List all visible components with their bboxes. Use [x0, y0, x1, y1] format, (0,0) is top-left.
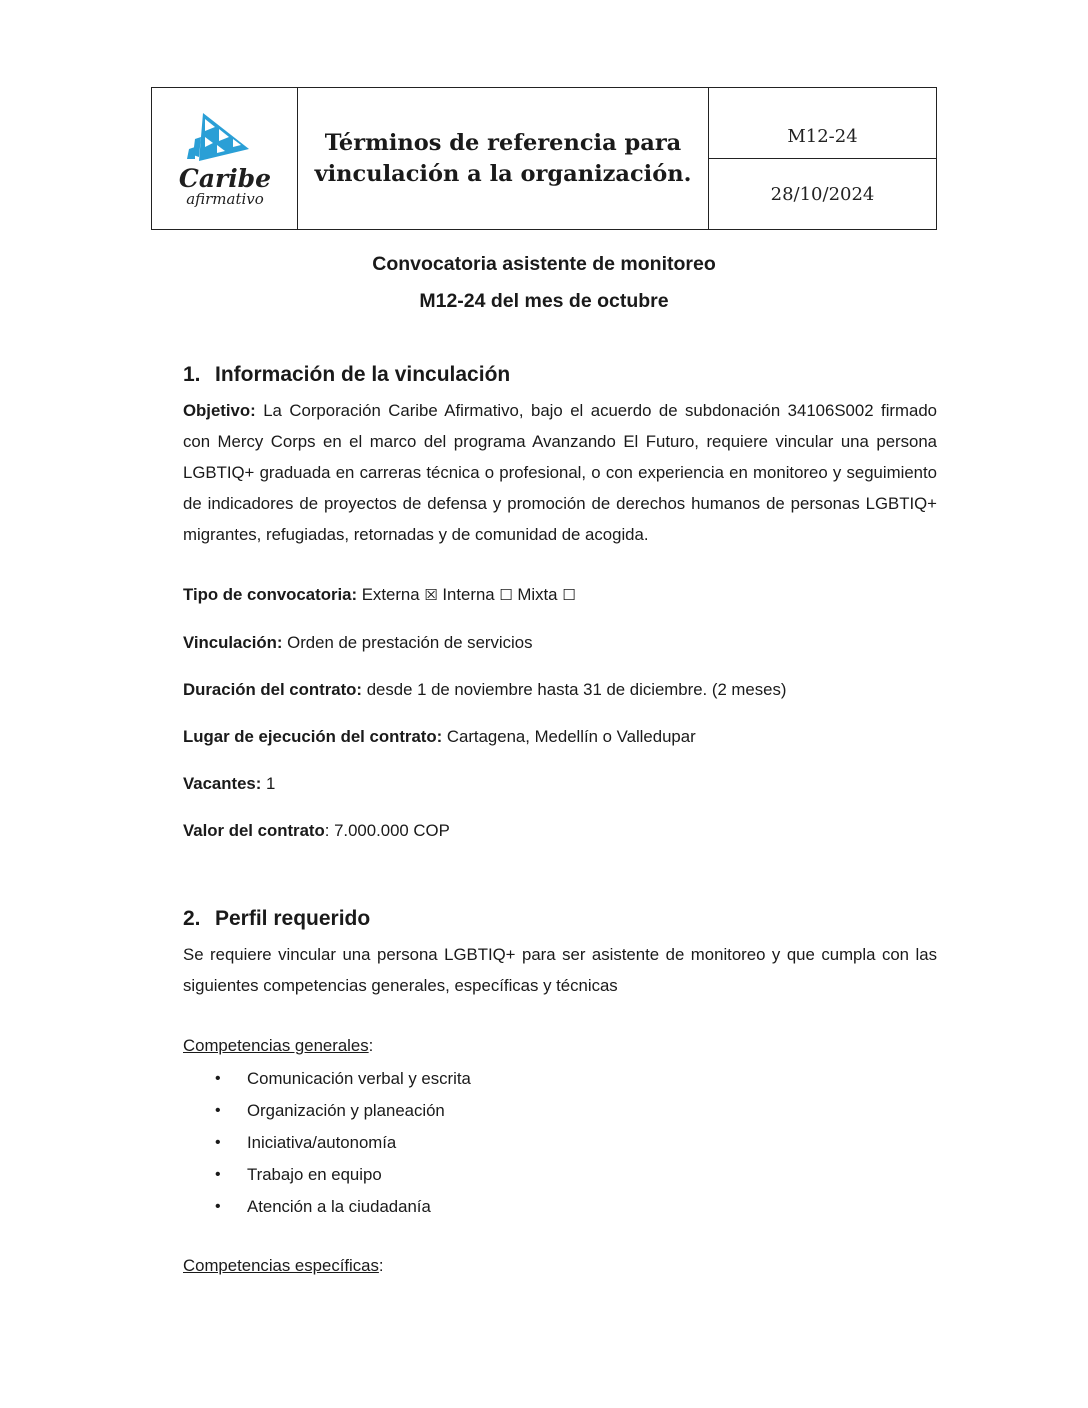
competencias-generales-list: [215, 1063, 471, 1223]
list-item: • Comunicación verbal y escrita: [215, 1063, 471, 1095]
tipo-option-mixta: Mixta ☐: [517, 585, 576, 604]
lugar-line: [183, 727, 696, 747]
objective-label: Objetivo:: [183, 401, 256, 420]
tipo-option-externa: Externa ☒: [361, 585, 438, 604]
heading-line-1: Convocatoria asistente de monitoreo: [372, 253, 716, 275]
valor-label: Valor del contrato: [183, 821, 325, 840]
document-code-cell: [709, 88, 937, 159]
duracion-line: [183, 680, 786, 700]
list-item: • Iniciativa/autonomía: [215, 1127, 471, 1159]
section-1-number: 1.: [183, 363, 201, 386]
section-1-title-text: Información de la vinculación: [215, 363, 511, 386]
checkbox-mixta: ☐: [562, 586, 576, 604]
heading-line-2: M12-24 del mes de octubre: [419, 290, 669, 312]
vinculacion-value: Orden de prestación de servicios: [287, 633, 533, 652]
tipo-convocatoria-line: [183, 585, 576, 605]
vacantes-label: Vacantes:: [183, 774, 262, 793]
caribe-afirmativo-logo: [175, 109, 275, 209]
duracion-label: Duración del contrato:: [183, 680, 363, 699]
logo-cell: [152, 88, 298, 230]
tipo-option-interna: Interna ☐: [442, 585, 513, 604]
competencias-generales-heading: Competencias generales:: [183, 1036, 374, 1055]
perfil-intro-paragraph: Se requiere vincular una persona LGBTIQ+ para ser asistente de monitoreo y que cumpla con las siguientes competencias generales, específicas y técnicas: [183, 945, 937, 995]
list-item: • Organización y planeación: [215, 1095, 471, 1127]
vinculacion-label: Vinculación:: [183, 633, 283, 652]
checkbox-externa: ☒: [424, 586, 438, 604]
vacantes-value: 1: [266, 774, 276, 793]
document-title: Términos de referencia para vinculación a la organización.: [298, 88, 709, 230]
document-code: M12-24: [787, 125, 858, 147]
list-item: • Trabajo en equipo: [215, 1159, 471, 1191]
objective-paragraph: [183, 395, 937, 550]
section-2-title-text: Perfil requerido: [215, 907, 371, 930]
section-2-title: [183, 907, 370, 931]
checkbox-interna: ☐: [499, 586, 513, 604]
svg-text:Caribe: Caribe: [178, 163, 271, 193]
tipo-label: Tipo de convocatoria:: [183, 585, 358, 604]
valor-value: : 7.000.000 COP: [324, 821, 450, 840]
competencias-especificas-label: Competencias específicas: [183, 1256, 379, 1275]
list-item: • Atención a la ciudadanía: [215, 1191, 471, 1223]
svg-text:afirmativo: afirmativo: [185, 189, 264, 208]
lugar-label: Lugar de ejecución del contrato:: [183, 727, 443, 746]
header-table: [151, 87, 937, 230]
objective-text: La Corporación Caribe Afirmativo, bajo el acuerdo de subdonación 34106S002 firmado con Mercy Corps en el marco del programa Avanzando El Futuro, requiere vincular una persona LGBTIQ+ graduada en carreras técnica o profesional, o con experiencia en monitoreo y seguimiento de indicadores de proyectos de defensa y promoción de derechos humanos de personas LGBTIQ+ migrantes, refugiadas, retornadas y de comunidad de acogida.: [183, 401, 937, 544]
vinculacion-line: [183, 633, 532, 653]
section-2-number: 2.: [183, 907, 201, 930]
competencias-generales-label: Competencias generales: [183, 1036, 369, 1055]
duracion-value: desde 1 de noviembre hasta 31 de diciembre. (2 meses): [366, 680, 787, 699]
vacantes-line: [183, 774, 275, 794]
lugar-value: Cartagena, Medellín o Valledupar: [446, 727, 696, 746]
valor-line: [183, 821, 450, 841]
document-date: 28/10/2024: [709, 159, 937, 230]
section-1-title: [183, 363, 510, 387]
competencias-especificas-heading: Competencias específicas:: [183, 1256, 384, 1275]
